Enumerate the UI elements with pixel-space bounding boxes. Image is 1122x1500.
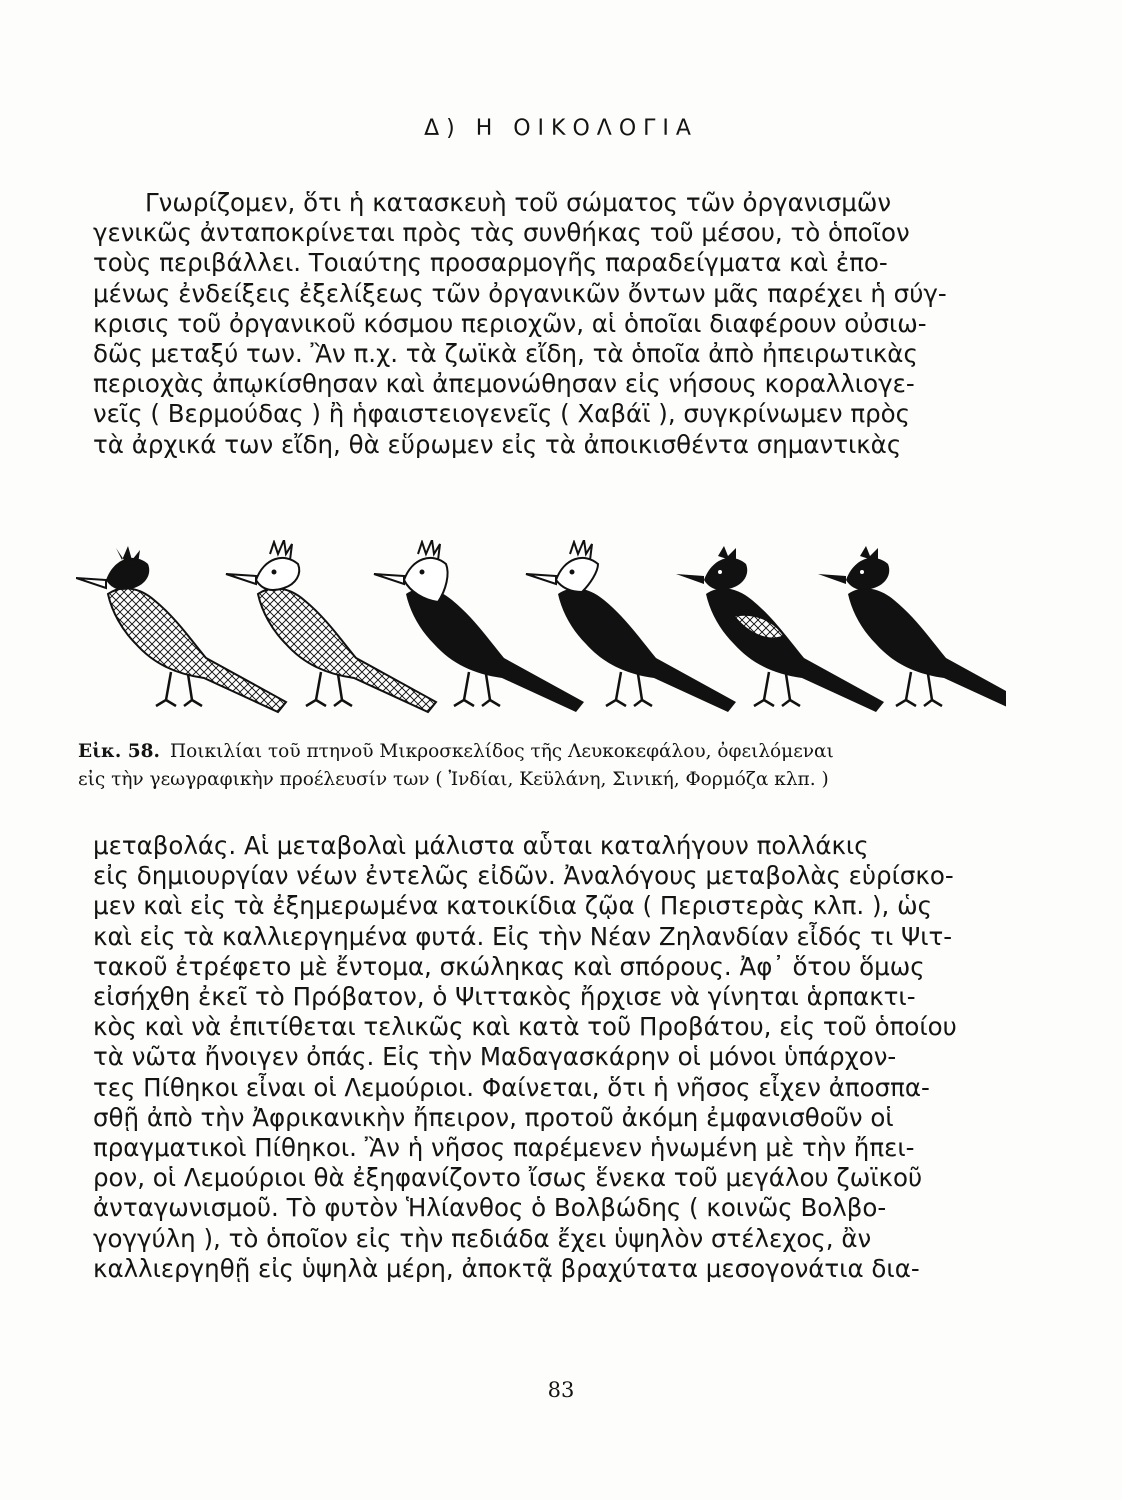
text-line: νεῖς ( Βερμούδας ) ἢ ἡφαιστειογενεῖς ( Χαβάϊ ), συγκρίνωμεν πρὸς [93, 399, 911, 429]
text-line: εἰσήχθη ἐκεῖ τὸ Πρόβατον, ὁ Ψιττακὸς ἤρχισε νὰ γίνηται ἁρπακτι- [93, 982, 916, 1012]
figure-label: Εἰκ. 58. [78, 741, 160, 762]
text-line: εἰς δημιουργίαν νέων ἐντελῶς εἰδῶν. Ἀναλόγους μεταβολὰς εὑρίσκο- [93, 861, 954, 891]
bird-1-illustration [76, 546, 286, 712]
figure-caption [78, 738, 998, 794]
text-line: δῶς μεταξύ των. Ἂν π.χ. τὰ ζωϊκὰ εἴδη, τὰ ὁποῖα ἀπὸ ἠπειρωτικὰς [93, 339, 918, 369]
text-line: γενικῶς ἀνταποκρίνεται πρὸς τὰς συνθήκας τοῦ μέσου, τὸ ὁποῖον [93, 218, 910, 248]
text-line: κρισις τοῦ ὀργανικοῦ κόσμου περιοχῶν, αἱ ὁποῖαι διαφέρουν οὐσιω- [93, 308, 927, 338]
text-line: τοὺς περιβάλλει. Τοιαύτης προσαρμογῆς παραδείγματα καὶ ἐπο- [93, 248, 888, 278]
text-line: μεταβολάς. Αἱ μεταβολαὶ μάλιστα αὗται καταλήγουν πολλάκις [93, 831, 869, 860]
text-line: τὰ νῶτα ἤνοιγεν ὀπάς. Εἰς τὴν Μαδαγασκάρην οἱ μόνοι ὑπάρχον- [93, 1042, 897, 1072]
text-line: κὸς καὶ νὰ ἐπιτίθεται τελικῶς καὶ κατὰ τοῦ Προβάτου, εἰς τοῦ ὁποίου [93, 1012, 957, 1042]
text-line: τες Πίθηκοι εἶναι οἱ Λεμούριοι. Φαίνεται, ὅτι ἡ νῆσος εἶχεν ἀποσπα- [93, 1072, 930, 1102]
bird-variations-figure [76, 540, 1006, 720]
caption-line-1 [78, 738, 998, 766]
text-line: ρον, οἱ Λεμούριοι θὰ ἐξηφανίζοντο ἴσως ἕνεκα τοῦ μεγάλου ζωϊκοῦ [93, 1163, 923, 1193]
text-line: τὰ ἀρχικά των εἴδη, θὰ εὕρωμεν εἰς τὰ ἀποικισθέντα σημαντικὰς [93, 429, 902, 459]
text-line: πραγματικοὶ Πίθηκοι. Ἂν ἡ νῆσος παρέμενεν ἡνωμένη μὲ τὴν ἤπει- [93, 1133, 915, 1163]
paragraph-1 [93, 188, 993, 460]
text-line: καὶ εἰς τὰ καλλιεργημένα φυτά. Εἰς τὴν Νέαν Ζηλανδίαν εἶδός τι Ψιτ- [93, 921, 953, 951]
text-line: μεν καὶ εἰς τὰ ἐξημερωμένα κατοικίδια ζῷα ( Περιστερὰς κλπ. ), ὡς [93, 891, 933, 921]
section-heading: Δ) Η ΟΙΚΟΛΟΓΙΑ [424, 116, 698, 141]
text-line: σθῇ ἀπὸ τὴν Ἀφρικανικὴν ἤπειρον, προτοῦ ἀκόμη ἐμφανισθοῦν οἱ [93, 1102, 894, 1132]
text-line: γογγύλη ), τὸ ὁποῖον εἰς τὴν πεδιάδα ἔχει ὑψηλὸν στέλεχος, ἂν [93, 1223, 872, 1253]
text-line: Γνωρίζομεν, ὅτι ἡ κατασκευὴ τοῦ σώματος τῶν ὀργανισμῶν [145, 188, 892, 217]
text-line: τακοῦ ἐτρέφετο μὲ ἔντομα, σκώληκας καὶ σπόρους. Ἀφ᾽ ὅτου ὅμως [93, 951, 925, 981]
bird-4-illustration [526, 540, 736, 712]
caption-text-1: Ποικιλίαι τοῦ πτηνοῦ Μικροσκελίδος τῆς Λευκοκεφάλου, ὀφειλόμεναι [170, 741, 834, 762]
text-line: καλλιεργηθῇ εἰς ὑψηλὰ μέρη, ἀποκτᾷ βραχύτατα μεσογονάτια δια- [93, 1253, 920, 1283]
paragraph-2 [93, 831, 993, 1284]
caption-line-2: εἰς τὴν γεωγραφικὴν προέλευσίν των ( Ἰνδίαι, Κεϋλάνη, Σινική, Φορμόζα κλπ. ) [78, 769, 829, 790]
text-line: περιοχὰς ἀπῳκίσθησαν καὶ ἀπεμονώθησαν εἰς νήσους κοραλλιογε- [93, 369, 915, 399]
page-number: 83 [547, 1378, 575, 1402]
text-line: μένως ἐνδείξεις ἐξελίξεως τῶν ὀργανικῶν ὄντων μᾶς παρέχει ἡ σύγ- [93, 278, 947, 308]
text-line: ἀνταγωνισμοῦ. Τὸ φυτὸν Ἡλίανθος ὁ Βολβώδης ( κοινῶς Βολβο- [93, 1193, 887, 1223]
